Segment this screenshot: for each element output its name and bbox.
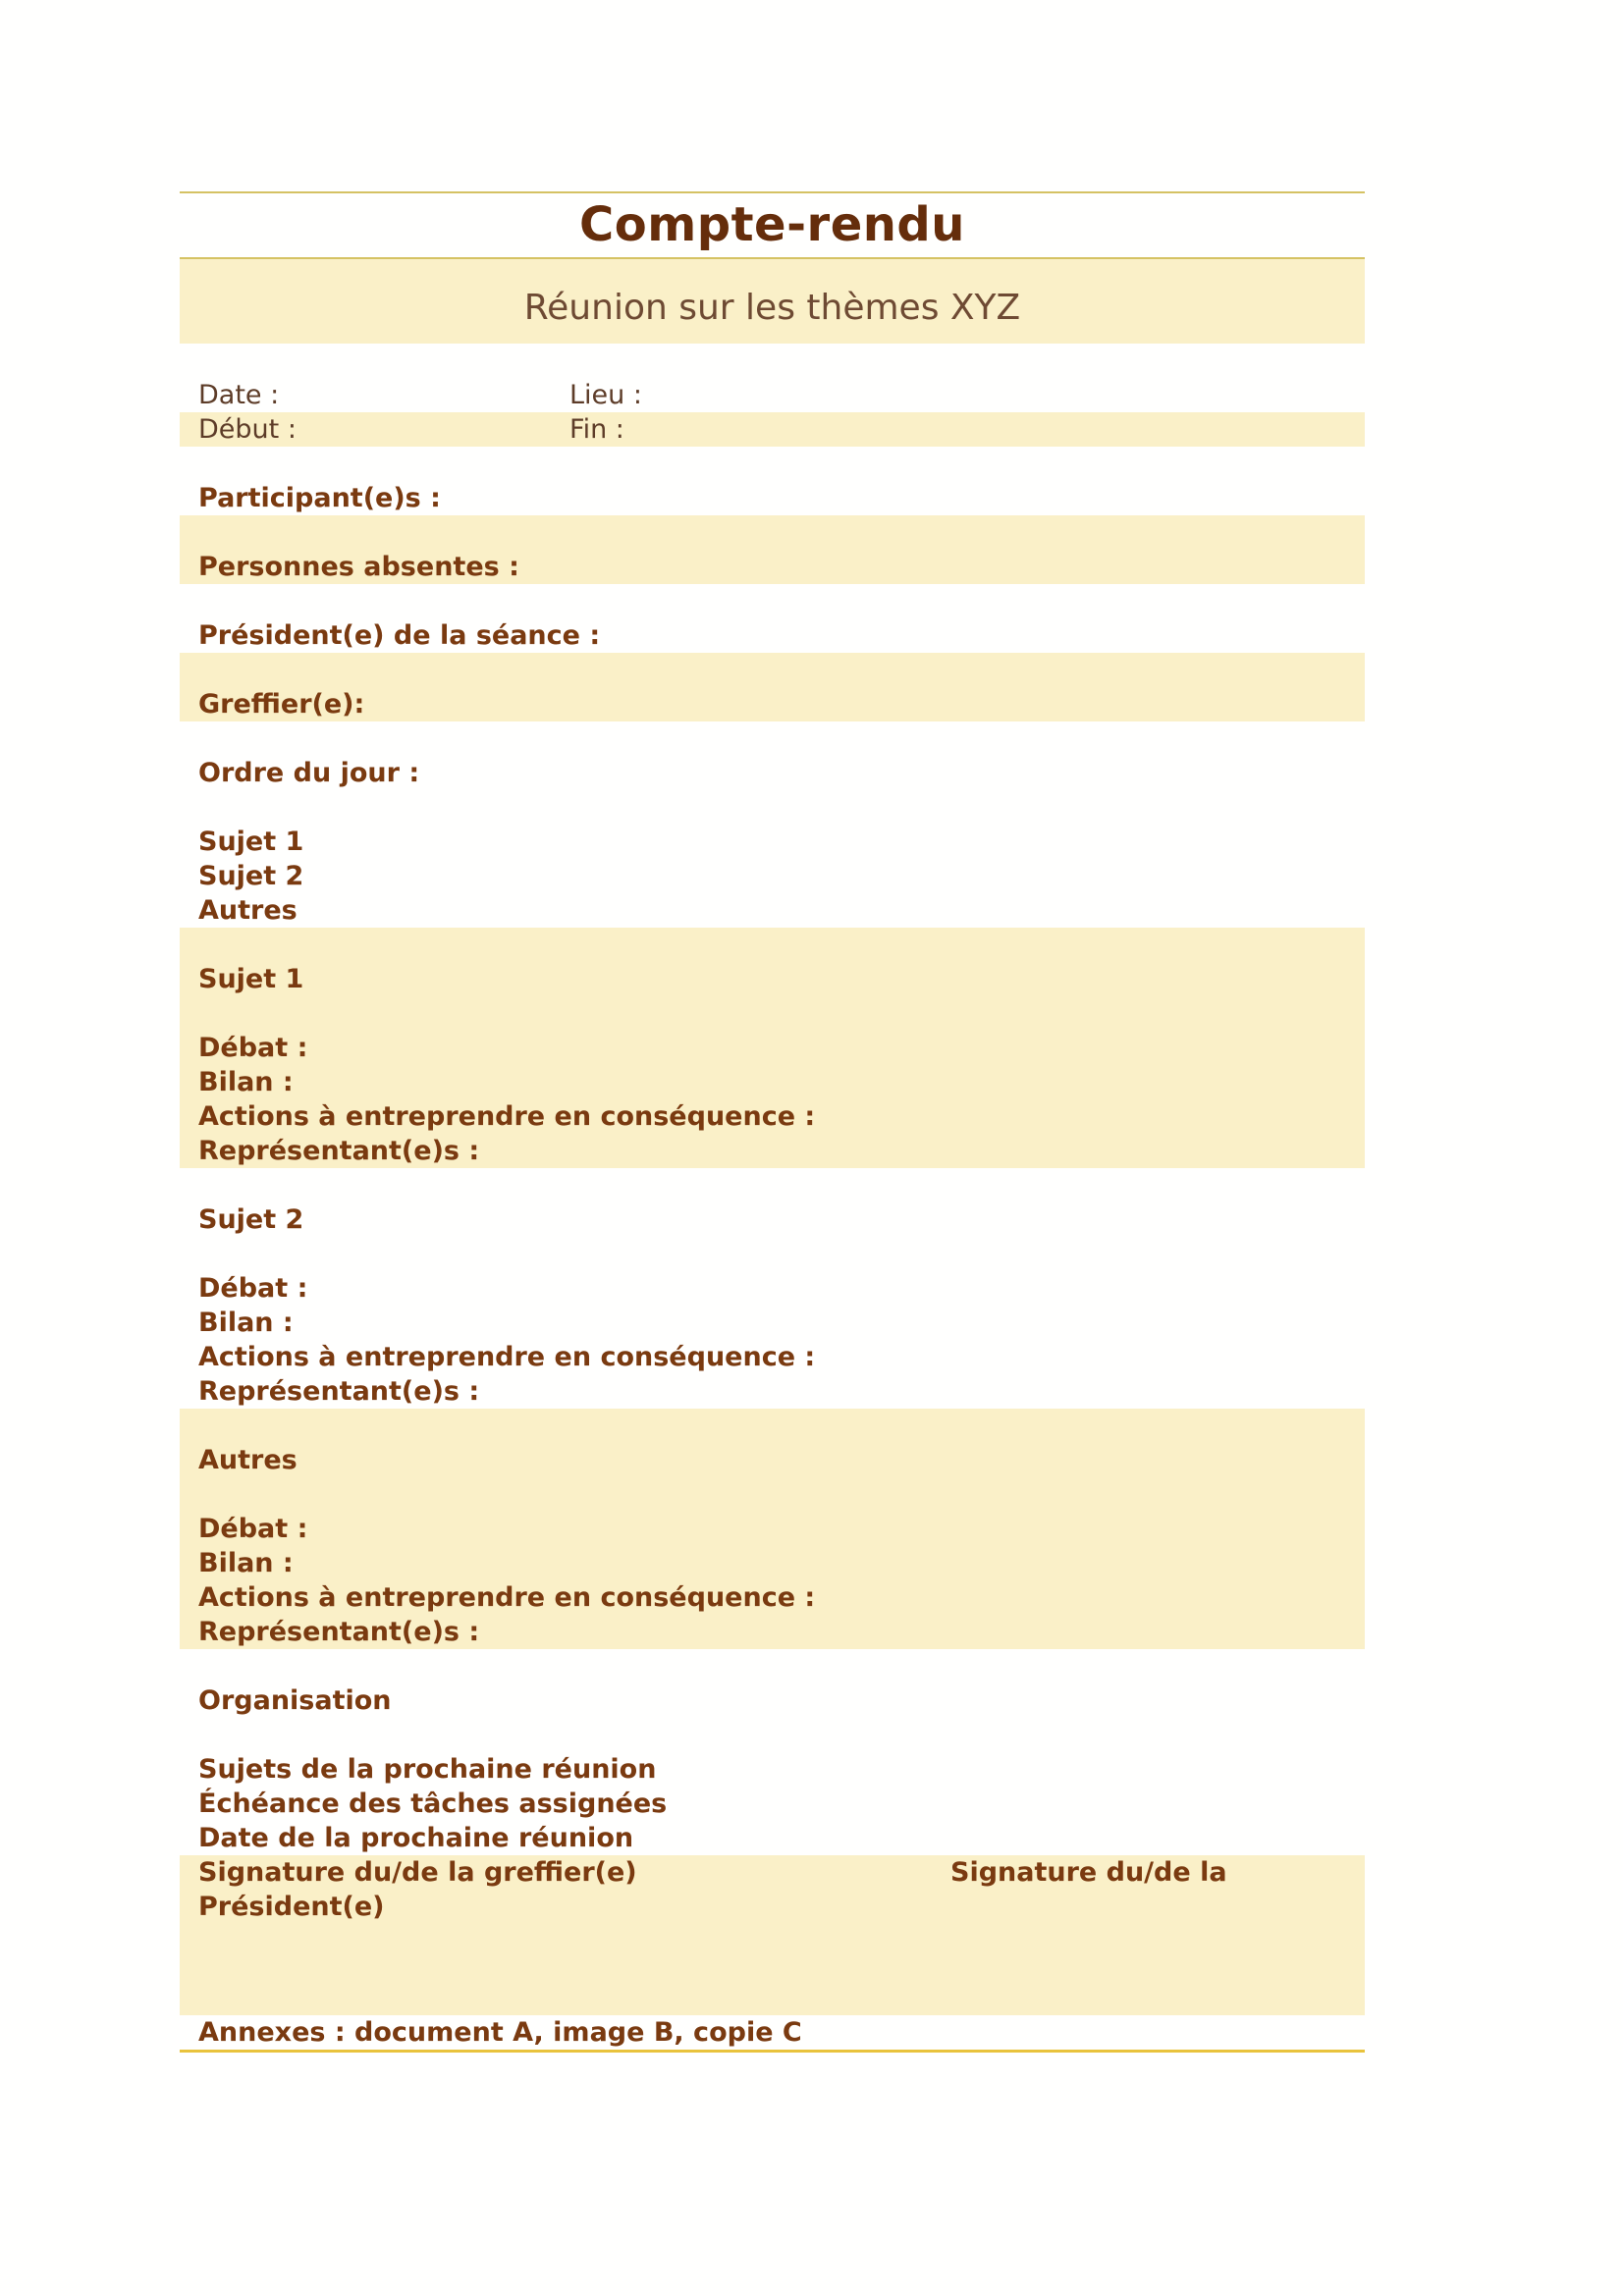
subtitle-band bbox=[180, 259, 1365, 344]
paragraph-heading: Débat : bbox=[198, 1273, 308, 1304]
signature-row bbox=[180, 1855, 1365, 1890]
empty-line bbox=[180, 1237, 1365, 1271]
paragraph-heading: Personnes absentes : bbox=[180, 550, 1365, 584]
paragraph-heading: Sujets de la prochaine réunion bbox=[198, 1754, 657, 1785]
debut-label: Début : bbox=[198, 414, 297, 445]
signature-section bbox=[180, 1855, 1365, 2015]
empty-line bbox=[180, 1409, 1365, 1443]
signature-president-label-line2: Président(e) bbox=[198, 1892, 385, 1922]
paragraph-heading: Autres bbox=[180, 1443, 1365, 1477]
paragraph-heading: Bilan : bbox=[198, 1308, 294, 1338]
empty-line bbox=[180, 1168, 1365, 1202]
bottom-rule bbox=[180, 2050, 1365, 2053]
paragraph-heading: Actions à entreprendre en conséquence : bbox=[180, 1099, 1365, 1134]
paragraph-list bbox=[180, 447, 1365, 1855]
empty-line bbox=[180, 996, 1365, 1031]
paragraph-heading: Sujet 1 bbox=[198, 827, 304, 857]
paragraph-heading: Débat : bbox=[180, 1512, 1365, 1546]
fin-label: Fin : bbox=[569, 414, 624, 445]
paragraph-heading: Ordre du jour : bbox=[198, 758, 420, 788]
lieu-label: Lieu : bbox=[569, 380, 642, 410]
paragraph-heading: Représentant(e)s : bbox=[180, 1615, 1365, 1649]
paragraph-heading: Échéance des tâches assignées bbox=[198, 1789, 668, 1819]
signature-president-label-line1: Signature du/de la bbox=[950, 1857, 1227, 1888]
paragraph-heading: Organisation bbox=[198, 1685, 392, 1716]
empty-line bbox=[180, 928, 1365, 962]
annexes-line: Annexes : document A, image B, copie C bbox=[198, 2017, 802, 2048]
empty-line bbox=[180, 1718, 1365, 1752]
meta-section bbox=[180, 378, 1365, 447]
paragraph-heading: Actions à entreprendre en conséquence : bbox=[198, 1342, 816, 1372]
empty-line bbox=[180, 1477, 1365, 1512]
empty-line bbox=[180, 584, 1365, 618]
paragraph-heading: Sujet 2 bbox=[198, 1204, 304, 1235]
paragraph-heading: Participant(e)s : bbox=[198, 483, 441, 513]
document-subtitle: Réunion sur les thèmes XYZ bbox=[523, 287, 1021, 328]
paragraph-heading: Représentant(e)s : bbox=[198, 1376, 480, 1407]
paragraph-heading: Sujet 1 bbox=[180, 962, 1365, 996]
paragraph-heading: Bilan : bbox=[180, 1546, 1365, 1580]
page-title: Compte-rendu bbox=[579, 197, 965, 252]
paragraph-heading: Date de la prochaine réunion bbox=[198, 1823, 634, 1853]
document-content bbox=[180, 191, 1365, 2053]
empty-line bbox=[180, 790, 1365, 825]
debut-fin-row bbox=[180, 412, 1365, 447]
date-label: Date : bbox=[198, 380, 280, 410]
empty-line bbox=[180, 1649, 1365, 1683]
date-lieu-row bbox=[180, 378, 1365, 412]
paragraph-heading: Sujet 2 bbox=[198, 861, 304, 891]
signature-greffier-label: Signature du/de la greffier(e) bbox=[198, 1857, 637, 1888]
paragraph-heading: Greffier(e): bbox=[180, 687, 1365, 721]
paragraph-heading: Débat : bbox=[180, 1031, 1365, 1065]
empty-line bbox=[180, 653, 1365, 687]
signature-row-continuation bbox=[180, 1890, 1365, 1924]
paragraph-heading: Actions à entreprendre en conséquence : bbox=[180, 1580, 1365, 1615]
signature-empty-space bbox=[180, 1924, 1365, 2015]
empty-line bbox=[180, 515, 1365, 550]
empty-line bbox=[180, 447, 1365, 481]
paragraph-heading: Autres bbox=[198, 895, 298, 926]
empty-line bbox=[180, 721, 1365, 756]
paragraph-heading: Président(e) de la séance : bbox=[198, 620, 601, 651]
paragraph-heading: Représentant(e)s : bbox=[180, 1134, 1365, 1168]
paragraph-heading: Bilan : bbox=[180, 1065, 1365, 1099]
